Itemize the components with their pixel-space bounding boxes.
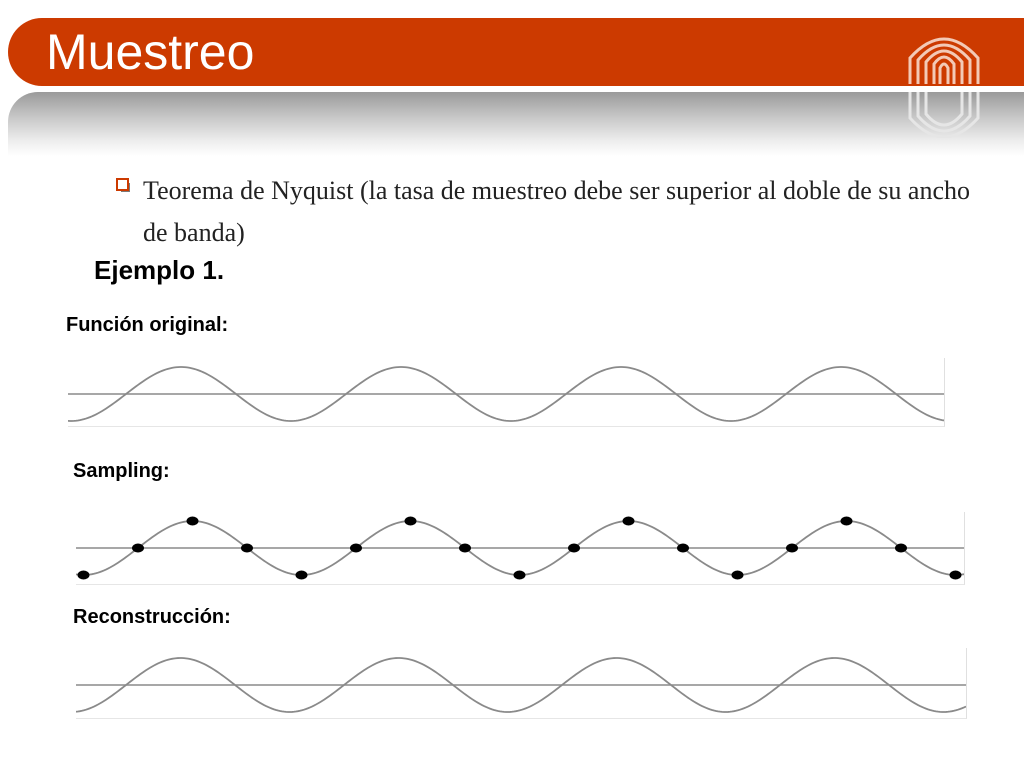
sample-point: [78, 571, 90, 580]
sample-point: [950, 571, 962, 580]
example-heading: Ejemplo 1.: [94, 255, 225, 285]
sample-point: [895, 544, 907, 553]
original-function-label: Función original:: [66, 314, 229, 336]
header-shadow-band: [8, 92, 1024, 156]
sample-point: [514, 571, 526, 580]
sample-point: [132, 544, 144, 553]
sampling-label: Sampling:: [73, 460, 170, 482]
sample-point: [786, 544, 798, 553]
sample-point: [732, 571, 744, 580]
sample-point: [187, 517, 199, 526]
sample-point: [241, 544, 253, 553]
sample-point: [459, 544, 471, 553]
slide-title: Muestreo: [46, 24, 255, 80]
original-wave-figure: [68, 358, 945, 427]
checkbox-bullet-icon: [116, 178, 129, 191]
university-logo-icon: [906, 18, 982, 138]
reconstruction-wave-figure: [76, 648, 967, 719]
sample-point: [568, 544, 580, 553]
sample-point: [350, 544, 362, 553]
bullet-text: Teorema de Nyquist (la tasa de muestreo debe ser superior al doble de su ancho de banda): [143, 176, 970, 247]
sample-point: [677, 544, 689, 553]
sampling-wave-figure: [76, 512, 965, 585]
reconstruction-wave-svg: [76, 648, 966, 718]
sample-point: [296, 571, 308, 580]
reconstruction-label: Reconstrucción:: [73, 606, 231, 628]
sample-point: [405, 517, 417, 526]
sampling-wave-svg: [76, 512, 964, 584]
original-wave-svg: [68, 358, 944, 426]
sample-point: [841, 517, 853, 526]
sample-point: [623, 517, 635, 526]
